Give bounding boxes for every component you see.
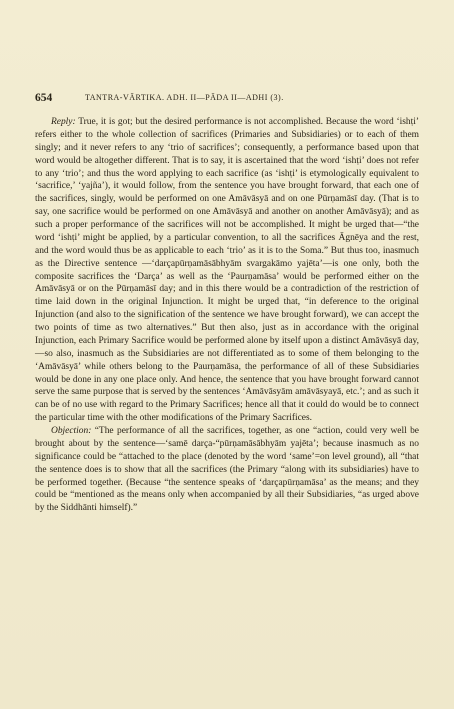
page-body (35, 116, 419, 515)
page-number: 654 (35, 92, 53, 104)
paragraph-text: True, it is got; but the desired performance is not accomplished. Because the word ‘ishṭi’ refers either to the whole collection of sacrifices (Primaries and Subsidiaries) or to each of them singly; and it never refers to any ‘trio of sacrifices’; consequently, a performance based upon that word would be altogether different. That is to say, it is ascertained that the word ‘ishṭi’ does not refer to any ‘trio’; and thus the word applying to each sacrifice (as ‘ishṭi’ is etymologically equivalent to ‘sacrifice,’ ‘yajña’), it would follow, from the sentence you have brought forward, that each one of the sacrifices, singly, would be performed on one Amāvāsyā and on one Pūrṇamāsī day. (That is to say, one sacrifice would be performed on one Amāvāsyā and another on another Amāvāsyā); and as such a proper performance of the sacrifices will not be accomplished. It might be urged that—“the word ‘ishṭi’ might be applied, by a particular convention, to all the sacrifices Āgnēya and the rest, and the word would thus be as applicable to each ‘trio’ as it is to the Soma.” But thus too, inasmuch as the Directive sentence —‘darçapūrṇamāsābhyām svargakāmo yajēta’—is one only, both the composite sacrifices the ‘Darça’ as well as the ‘Paurṇamāsa’ would be performed either on the Amāvāsyā or on the Pūrṇamāsī day; and in this there would be a contradiction of the restriction of time laid down in the original Injunction. It might be urged that, “in deference to the original Injunction (and also to the signification of the sentence we have brought forward), we can accept the two points of time as two alternatives.” But then also, just as in accordance with the original Injunction, each Primary Sacrifice would be performed alone by itself upon a distinct Amāvāsyā day,—so also, inasmuch as the Subsidiaries are not differentiated as to some of them belonging to the ‘Amāvāsyā’ while others belong to the Paurṇamāsa, the performance of all of these Subsidiaries would be done in any one place only. And hence, the sentence that you have brought forward cannot serve the same purpose that is served by the sentences ‘Amāvāsyām amāvāsyayā, etc.’; and as such it can be of no use with regard to the Primary Sacrifices; hence all that it could do would be to connect the particular time with the other modifications of the Primary Sacrifices. (35, 117, 419, 424)
objection-paragraph (35, 425, 419, 515)
paragraph-lead: Reply: (51, 117, 76, 127)
page-header (35, 92, 419, 106)
reply-paragraph (35, 116, 419, 425)
paragraph-lead: Objection: (51, 426, 92, 436)
running-title: TANTRA-VĀRTIKA. ADH. II—PĀDA II—ADHI (3). (85, 93, 284, 102)
paragraph-text: “The performance of all the sacrifices, together, as one “action, could very well be brought about by the sentence—‘samē darça-“pūrṇamāsābhyām yajēta’; because inasmuch as no significance could be “attached to the place (denoted by the word ‘same’=on level ground), all “that the sentence does is to show that all the sacrifices (the Primary “along with its subsidiaries) have to be performed together. (Because “the sentence speaks of ‘darçapūrṇamāsa’ as the means; and they could be “mentioned as the means only when accompanied by all their Subsidiaries, “as urged above by the Siddhānti himself).” (35, 426, 419, 514)
